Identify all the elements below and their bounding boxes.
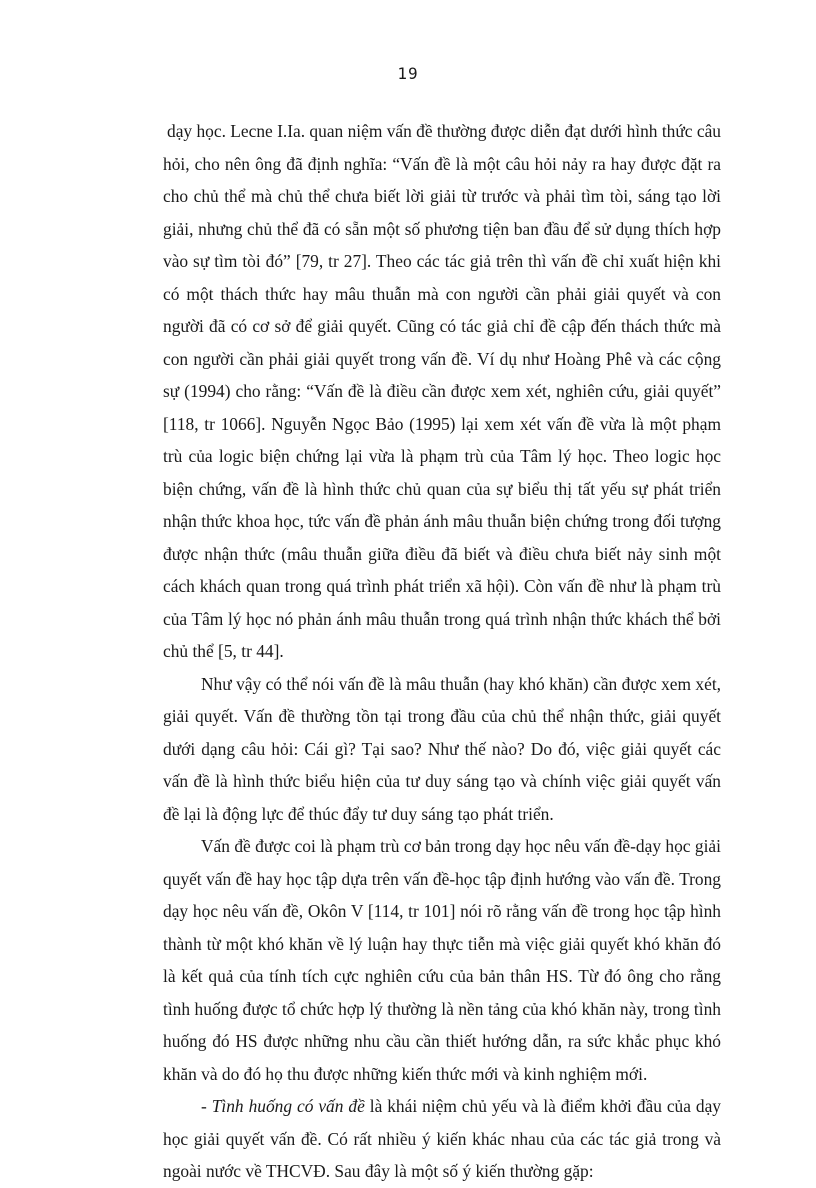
paragraph-text: là khái niệm chủ yếu và là điểm khởi đầu của dạy học giải quyết vấn đề. Có rất nhiều ý kiến khác nhau của các tác giả trong và ngoài nước về THCVĐ. Sau đây là một số ý kiến thường gặp: [163, 1096, 722, 1181]
paragraph-problem-situation [163, 1090, 721, 1188]
page-number: 19 [397, 64, 419, 83]
paragraph-definition-of-problem: dạy học. Lecne I.Ia. quan niệm vấn đề thường được diễn đạt dưới hình thức câu hỏi, cho nên ông đã định nghĩa: “Vấn đề là một câu hỏi nảy ra hay được đặt ra cho chủ thể mà chủ thể chưa biết lời giải từ trước và phải tìm tòi, sáng tạo lời giải, nhưng chủ thể đã có sẵn một số phương tiện ban đầu để sử dụng thích hợp vào sự tìm tòi đó” [79, tr 27]. Theo các tác giả trên thì vấn đề chỉ xuất hiện khi có một thách thức hay mâu thuẫn mà con người cần phải giải quyết và con người đã có cơ sở để giải quyết. Cũng có tác giả chỉ đề cập đến thách thức mà con người cần phải giải quyết trong vấn đề. Ví dụ như Hoàng Phê và các cộng sự (1994) cho rằng: “Vấn đề là điều cần được xem xét, nghiên cứu, giải quyết” [118, tr 1066]. Nguyễn Ngọc Bảo (1995) lại xem xét vấn đề vừa là một phạm trù của logic biện chứng lại vừa là phạm trù của Tâm lý học. Theo logic học biện chứng, vấn đề là hình thức chủ quan của sự biểu thị tất yếu sự phát triển nhận thức khoa học, tức vấn đề phản ánh mâu thuẫn biện chứng trong đối tượng được nhận thức (mâu thuẫn giữa điều đã biết và điều chưa biết nảy sinh một cách khách quan trong quá trình phát triển xã hội). Còn vấn đề như là phạm trù của Tâm lý học nó phản ánh mâu thuẫn trong quá trình nhận thức khách thể bởi chủ thể [5, tr 44]. [163, 121, 721, 661]
italic-term: Tình huống có vấn đề [211, 1096, 365, 1116]
paragraph-problem-in-teaching: Vấn đề được coi là phạm trù cơ bản trong dạy học nêu vấn đề-dạy học giải quyết vấn đề hay học tập dựa trên vấn đề-học tập định hướng vào vấn đề. Trong dạy học nêu vấn đề, Okôn V [114, tr 101] nói rõ rằng vấn đề trong học tập hình thành từ một khó khăn về lý luận hay thực tiễn mà việc giải quyết khó khăn đó là kết quả của tính tích cực nghiên cứu của bản thân HS. Từ đó ông cho rằng tình huống được tổ chức hợp lý thường là nền tảng của khó khăn này, trong tình huống đó HS được những nhu cầu cần thiết hướng dẫn, ra sức khắc phục khó khăn và do đó họ thu được những kiến thức mới và kinh nghiệm mới. [163, 836, 721, 1084]
paragraph-problem-as-contradiction: Như vậy có thể nói vấn đề là mâu thuẫn (hay khó khăn) cần được xem xét, giải quyết. Vấn đề thường tồn tại trong đầu của chủ thể nhận thức, giải quyết dưới dạng câu hỏi: Cái gì? Tại sao? Như thế nào? Do đó, việc giải quyết các vấn đề là hình thức biểu hiện của tư duy sáng tạo và chính việc giải quyết vấn đề lại là động lực để thúc đẩy tư duy sáng tạo phát triển. [163, 673, 721, 824]
list-dash: - [201, 1096, 212, 1116]
document-body [163, 115, 721, 1188]
